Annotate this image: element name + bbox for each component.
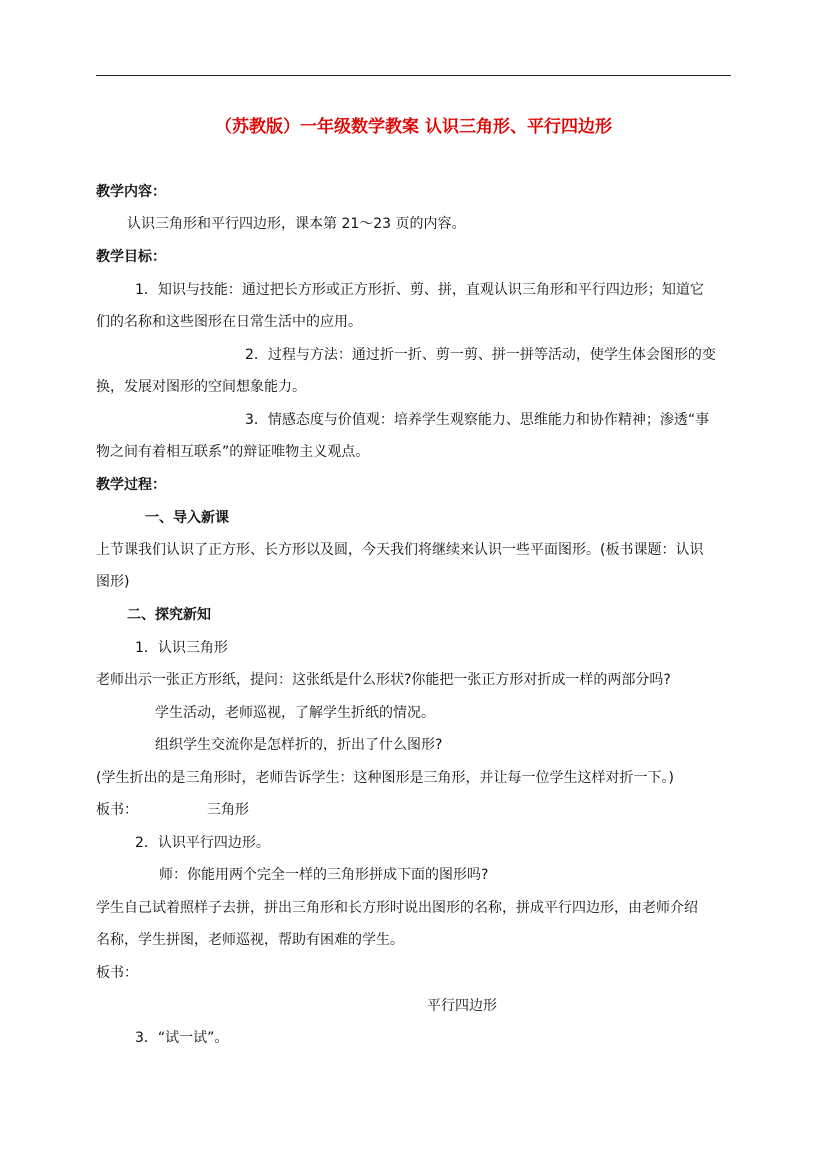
- intro-line2: 图形): [96, 574, 130, 590]
- section2-heading: 二、探究新知: [127, 607, 211, 623]
- paragraph-5: 师：你能用两个完全一样的三角形拼成下面的图形吗?: [159, 867, 489, 883]
- header-rule: [96, 75, 731, 76]
- goal2-line2: 换，发展对图形的空间想象能力。: [96, 379, 306, 395]
- paragraph-6-line2: 名称，学生拼图，老师巡视，帮助有困难的学生。: [96, 932, 404, 948]
- paragraph-6-line1: 学生自己试着照样子去拼，拼出三角形和长方形时说出图形的名称，拼成平行四边形，由老师介绍: [96, 900, 698, 916]
- goal1-line1: 1．知识与技能：通过把长方形或正方形折、剪、拼，直观认识三角形和平行四边形；知道它: [135, 282, 704, 298]
- paragraph-4: (学生折出的是三角形时，老师告诉学生：这种图形是三角形，并让每一位学生这样对折一下。): [96, 770, 674, 786]
- sub1-heading: 1．认识三角形: [135, 640, 228, 656]
- board1-label: 板书：: [96, 802, 138, 818]
- goal1-line2: 们的名称和这些图形在日常生活中的应用。: [96, 314, 362, 330]
- paragraph-1: 老师出示一张正方形纸，提问：这张纸是什么形状?你能把一张正方形对折成一样的两部分吗?: [96, 672, 671, 688]
- sub3-heading: 3．“试一试”。: [135, 1030, 229, 1046]
- paragraph-2: 学生活动，老师巡视，了解学生折纸的情况。: [155, 705, 435, 721]
- section1-heading: 一、导入新课: [145, 510, 229, 526]
- page-title: （苏教版）一年级数学教案 认识三角形、平行四边形: [215, 117, 612, 137]
- goal3-line1: 3．情感态度与价值观：培养学生观察能力、思维能力和协作精神；渗透“事: [245, 412, 710, 428]
- goal3-line2: 物之间有着相互联系”的辩证唯物主义观点。: [96, 444, 370, 460]
- content-heading: 教学内容：: [96, 184, 166, 200]
- intro-line1: 上节课我们认识了正方形、长方形以及圆，今天我们将继续来认识一些平面图形。(板书课题：认识: [96, 542, 704, 558]
- sub2-heading: 2．认识平行四边形。: [135, 835, 270, 851]
- goals-heading: 教学目标：: [96, 249, 166, 265]
- board2-value: 平行四边形: [427, 998, 497, 1014]
- process-heading: 教学过程：: [96, 477, 166, 493]
- content-text: 认识三角形和平行四边形，课本第 21～23 页的内容。: [127, 216, 466, 232]
- paragraph-3: 组织学生交流你是怎样折的，折出了什么图形?: [155, 737, 443, 753]
- board1-value: 三角形: [207, 802, 249, 818]
- goal2-line1: 2．过程与方法：通过折一折、剪一剪、拼一拼等活动，使学生体会图形的变: [245, 347, 716, 363]
- board2-label: 板书：: [96, 965, 138, 981]
